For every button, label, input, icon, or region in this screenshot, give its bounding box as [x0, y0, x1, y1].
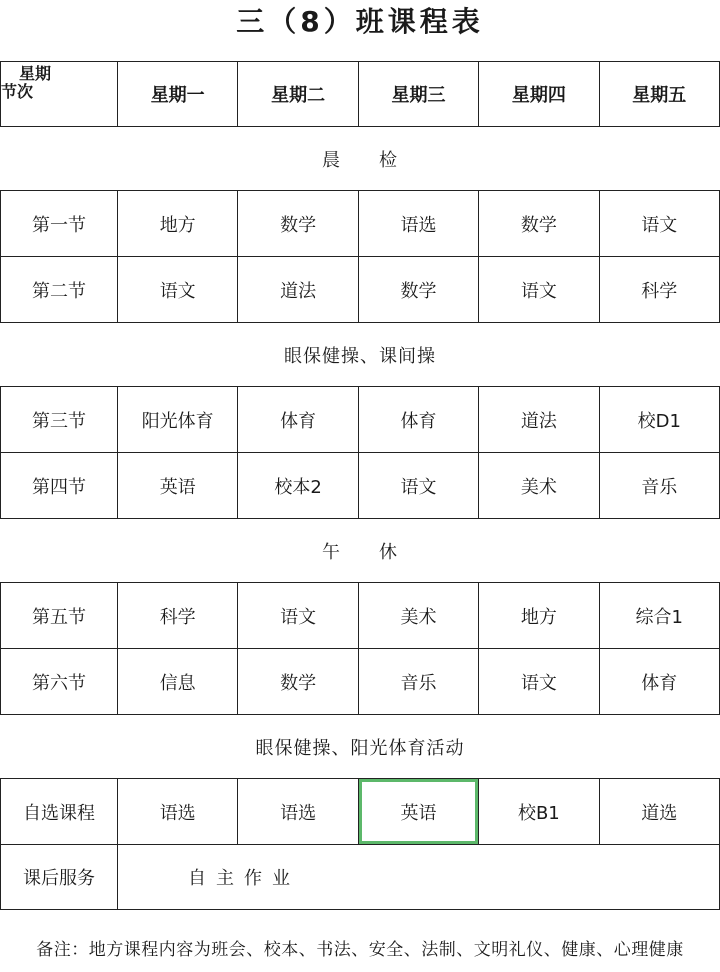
period-label: 第一节 — [1, 191, 118, 257]
day-header-thu: 星期四 — [479, 62, 599, 127]
class-cell: 科学 — [599, 257, 719, 323]
class-cell: 数学 — [358, 257, 478, 323]
class-cell: 地方 — [479, 583, 599, 649]
period-row — [1, 387, 720, 453]
class-cell: 语文 — [358, 453, 478, 519]
period-label: 课后服务 — [1, 845, 118, 910]
class-cell: 体育 — [599, 649, 719, 715]
period-label: 第六节 — [1, 649, 118, 715]
corner-weekday-label: 星期 — [19, 64, 52, 83]
band-noon-rest: 午 休 — [1, 519, 720, 583]
class-cell: 美术 — [358, 583, 478, 649]
class-cell: 音乐 — [358, 649, 478, 715]
period-label: 第四节 — [1, 453, 118, 519]
class-cell: 综合1 — [599, 583, 719, 649]
class-cell: 地方 — [118, 191, 238, 257]
class-cell: 数学 — [479, 191, 599, 257]
period-row — [1, 191, 720, 257]
period-row — [1, 583, 720, 649]
period-row — [1, 453, 720, 519]
class-cell: 校B1 — [479, 779, 599, 845]
corner-cell — [1, 62, 118, 127]
class-cell: 数学 — [238, 649, 358, 715]
class-cell: 校D1 — [599, 387, 719, 453]
class-cell: 道法 — [479, 387, 599, 453]
day-header-fri: 星期五 — [599, 62, 719, 127]
class-cell: 道选 — [599, 779, 719, 845]
class-cell: 道法 — [238, 257, 358, 323]
class-cell: 英语 — [118, 453, 238, 519]
band-eye-exercise-sunshine: 眼保健操、阳光体育活动 — [1, 715, 720, 779]
period-label: 第三节 — [1, 387, 118, 453]
band-row-sunshine-activity — [1, 715, 720, 779]
band-eye-exercise-break: 眼保健操、课间操 — [1, 323, 720, 387]
class-cell-highlighted[interactable]: 英语 — [358, 779, 478, 845]
period-row — [1, 257, 720, 323]
class-cell: 语文 — [599, 191, 719, 257]
corner-period-label: 节次 — [1, 82, 34, 101]
footnote: 备注：地方课程内容为班会、校本、书法、安全、法制、文明礼仪、健康、心理健康 — [36, 940, 684, 960]
band-row-eye-exercise — [1, 323, 720, 387]
class-cell: 音乐 — [599, 453, 719, 519]
period-row — [1, 649, 720, 715]
class-cell: 语选 — [358, 191, 478, 257]
band-row-morning-check — [1, 127, 720, 191]
class-cell: 体育 — [358, 387, 478, 453]
class-cell: 校本2 — [238, 453, 358, 519]
day-header-tue: 星期二 — [238, 62, 358, 127]
elective-row — [1, 779, 720, 845]
page-title: 三（8）班课程表 — [236, 5, 484, 38]
timetable — [0, 61, 720, 910]
class-cell: 语文 — [479, 649, 599, 715]
band-row-noon-rest — [1, 519, 720, 583]
class-cell: 语文 — [479, 257, 599, 323]
day-header-wed: 星期三 — [358, 62, 478, 127]
class-cell: 科学 — [118, 583, 238, 649]
class-cell: 语文 — [238, 583, 358, 649]
after-school-content: 自主作业 — [118, 845, 720, 910]
class-cell: 语文 — [118, 257, 238, 323]
period-label: 第二节 — [1, 257, 118, 323]
band-morning-check: 晨 检 — [1, 127, 720, 191]
period-label: 自选课程 — [1, 779, 118, 845]
header-row — [1, 62, 720, 127]
class-cell: 信息 — [118, 649, 238, 715]
period-label: 第五节 — [1, 583, 118, 649]
class-cell: 体育 — [238, 387, 358, 453]
class-cell: 语选 — [238, 779, 358, 845]
day-header-mon: 星期一 — [118, 62, 238, 127]
class-cell: 阳光体育 — [118, 387, 238, 453]
after-school-row — [1, 845, 720, 910]
class-cell: 数学 — [238, 191, 358, 257]
class-cell: 美术 — [479, 453, 599, 519]
class-cell: 语选 — [118, 779, 238, 845]
